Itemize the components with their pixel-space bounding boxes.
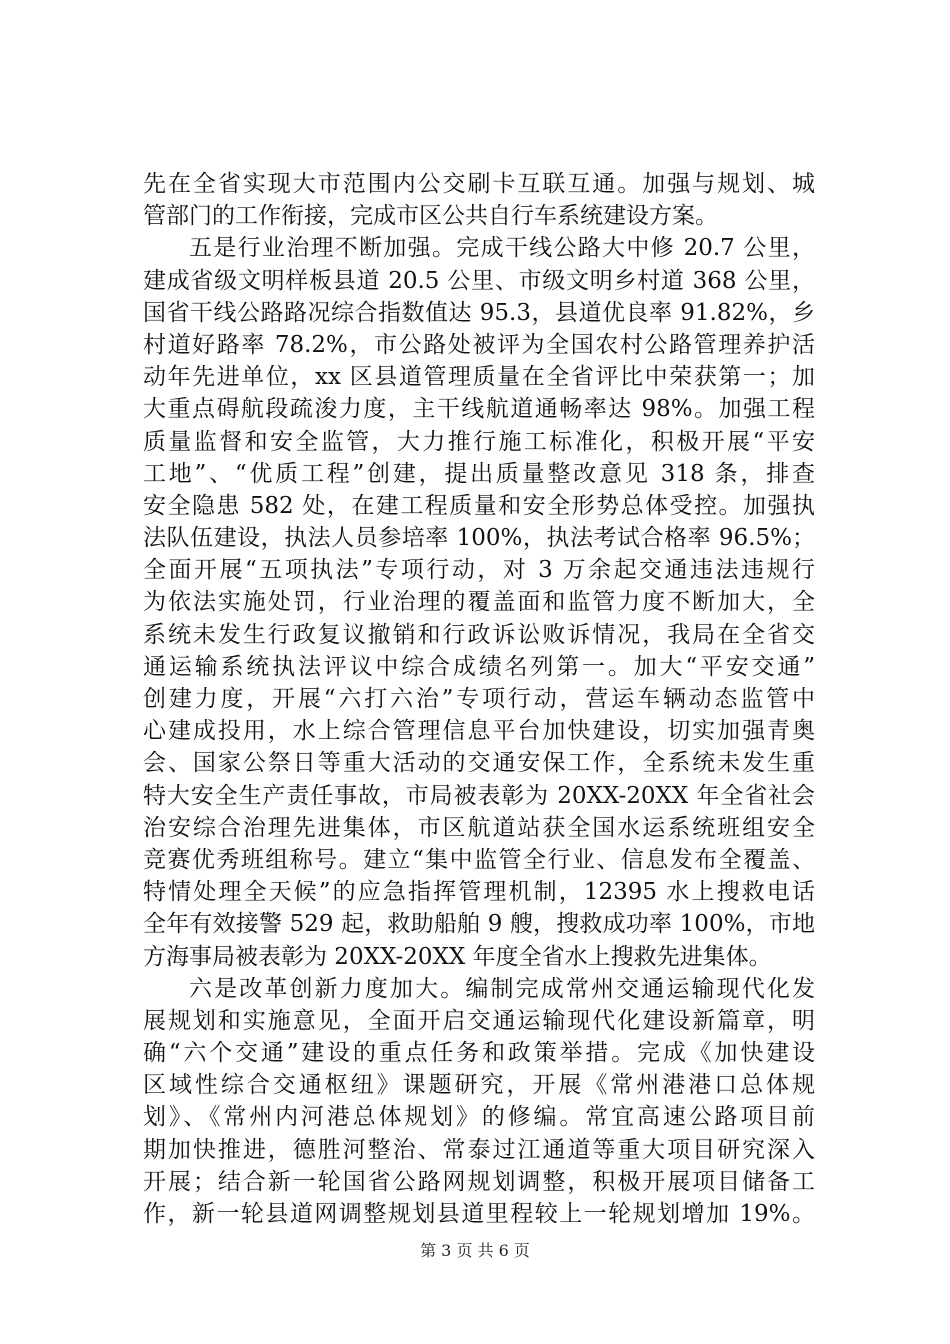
text-line: 确“六个交通”建设的重点任务和政策举措。完成《加快建设 [143, 1040, 815, 1067]
text-line: 全年有效接警 529 起，救助船舶 9 艘，搜救成功率 100%，市地 [143, 911, 815, 938]
text-line: 区域性综合交通枢纽》课题研究，开展《常州港港口总体规 [143, 1072, 815, 1099]
text-line: 安全隐患 582 处，在建工程质量和安全形势总体受控。加强执 [143, 492, 815, 519]
body-text [143, 168, 815, 1230]
text-line: 系统未发生行政复议撤销和行政诉讼败诉情况，我局在全省交 [143, 621, 815, 648]
text-line: 心建成投用，水上综合管理信息平台加快建设，切实加强青奥 [143, 718, 815, 745]
text-line: 方海事局被表彰为 20XX-20XX 年度全省水上搜救先进集体。 [143, 943, 772, 970]
text-line: 特情处理全天候”的应急指挥管理机制，12395 水上搜救电话 [143, 879, 815, 906]
text-line: 先在全省实现大市范围内公交刷卡互联互通。加强与规划、城 [143, 171, 815, 197]
text-line: 工地”、“优质工程”创建，提出质量整改意见 318 条，排查 [143, 460, 815, 487]
text-line: 会、国家公祭日等重大活动的交通安保工作，全系统未发生重 [143, 750, 815, 777]
text-line: 管部门的工作衔接，完成市区公共自行车系统建设方案。 [143, 203, 718, 230]
text-line: 开展；结合新一轮国省公路网规划调整，积极开展项目储备工 [143, 1168, 815, 1195]
text-line: 村道好路率 78.2%，市公路处被评为全国农村公路管理养护活 [143, 331, 815, 358]
text-line: 大重点碍航段疏浚力度，主干线航道通畅率达 98%。加强工程 [143, 396, 815, 423]
text-line: 作，新一轮县道网调整规划县道里程较上一轮规划增加 19%。 [143, 1201, 815, 1227]
text-line: 五是行业治理不断加强。完成干线公路大中修 20.7 公里， [189, 235, 815, 262]
text-line: 全面开展“五项执法”专项行动，对 3 万余起交通违法违规行 [143, 557, 815, 584]
text-line: 竞赛优秀班组称号。建立“集中监管全行业、信息发布全覆盖、 [143, 846, 815, 873]
text-line: 国省干线公路路况综合指数值达 95.3，县道优良率 91.82%，乡 [143, 299, 815, 326]
text-line: 创建力度，开展“六打六治”专项行动，营运车辆动态监管中 [143, 686, 815, 712]
text-line: 期加快推进，德胜河整治、常泰过江通道等重大项目研究深入 [143, 1136, 815, 1163]
text-line: 划》、《常州内河港总体规划》的修编。常宜高速公路项目前 [143, 1104, 815, 1131]
page-footer: 第 3 页 共 6 页 [420, 1241, 530, 1260]
text-line: 为依法实施处罚，行业治理的覆盖面和监管力度不断加大，全 [143, 589, 815, 616]
text-line: 动年先进单位，xx 区县道管理质量在全省评比中荣获第一；加 [143, 364, 815, 391]
text-line: 质量监督和安全监管，大力推行施工标准化，积极开展“平安 [143, 428, 815, 455]
text-line: 展规划和实施意见，全面开启交通运输现代化建设新篇章，明 [143, 1007, 815, 1034]
text-line: 六是改革创新力度加大。编制完成常州交通运输现代化发 [189, 975, 815, 1002]
text-line: 特大安全生产责任事故，市局被表彰为 20XX-20XX 年全省社会 [143, 782, 815, 809]
text-line: 治安综合治理先进集体，市区航道站获全国水运系统班组安全 [143, 814, 815, 841]
text-line: 法队伍建设，执法人员参培率 100%，执法考试合格率 96.5%； [143, 525, 815, 552]
text-line: 建成省级文明样板县道 20.5 公里、市级文明乡村道 368 公里， [143, 267, 815, 294]
text-line: 通运输系统执法评议中综合成绩名列第一。加大“平安交通” [143, 653, 815, 680]
